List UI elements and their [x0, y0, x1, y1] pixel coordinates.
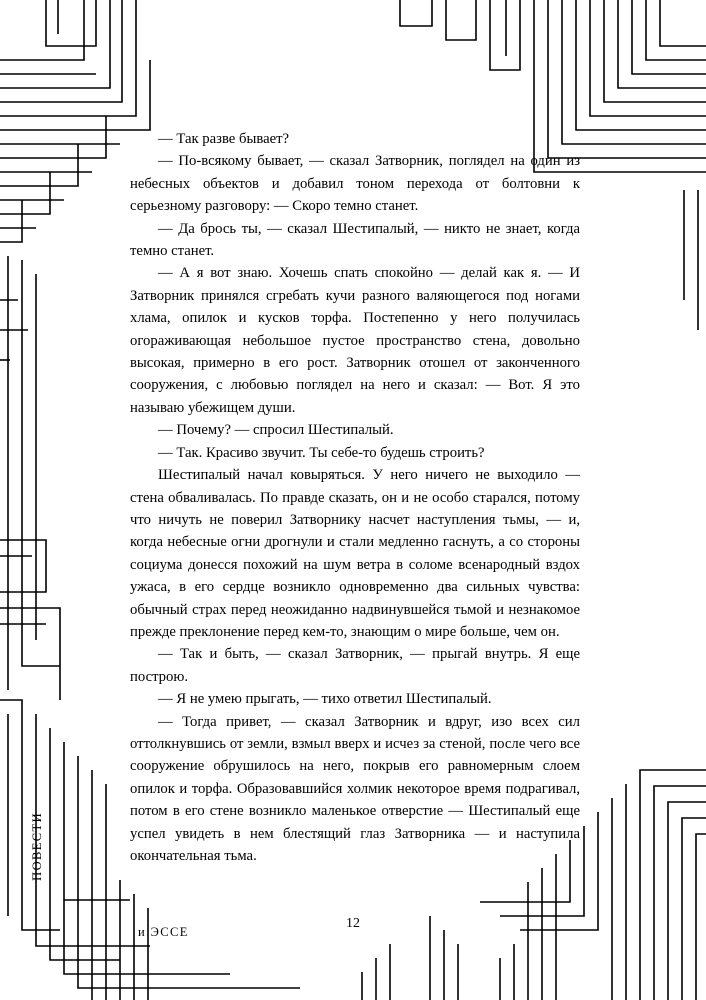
page-number: 12	[346, 916, 360, 931]
paragraph: Шестипалый начал ковыряться. У него ничего не выходило — стена обваливалась. По правде сказать, он и не особо старался, потому что ничуть не поверил Затворнику насчет наступления тьмы, — и, когда небесные огни дрогнули и стали медленно гаснуть, а со стороны социума донесся похожий на шум ветра в соломе всенародный вздох ужаса, в его сердце возникло одновременно два сильных чувства: обычный страх перед неожиданно надвинувшейся тьмой и незнакомое прежде преклонение перед кем-то, знающим о мире больше, чем он.	[130, 467, 580, 640]
paragraph: — Так и быть, — сказал Затворник, — прыгай внутрь. Я еще построю.	[130, 646, 580, 685]
running-head-bottom: и ЭССЕ	[138, 925, 189, 939]
paragraph: — Да брось ты, — сказал Шестипалый, — никто не знает, когда темно станет.	[130, 220, 580, 260]
paragraph: — Почему? — спросил Шестипалый.	[158, 422, 394, 439]
paragraph: — Я не умею прыгать, — тихо ответил Шестипалый.	[158, 691, 492, 708]
paragraph: — По-всякому бывает, — сказал Затворник, поглядел на один из небесных объектов и добавил тоном перехода от болтовни к серьезному разговору: — Скоро темно станет.	[130, 153, 580, 215]
paragraph: — Так разве бывает?	[158, 131, 290, 147]
page-text-block	[130, 128, 580, 867]
paragraph: — Так. Красиво звучит. Ты себе-то будешь строить?	[158, 444, 485, 461]
running-head-vertical: ПОВЕСТИ	[30, 812, 44, 881]
paragraph: — А я вот знаю. Хочешь спать спокойно — делай как я. — И Затворник принялся сгребать кучи разного валяющегося под ногами хлама, опилок и кусков торфа. Постепенно у него получилась огораживающая небольшое пустое пространство стена, довольно высокая, примерно в его рост. Затворник отошел от законченного сооружения, с любовью поглядел на него и сказал: — Вот. Я это называю убежищем души.	[130, 265, 580, 416]
paragraph: — Тогда привет, — сказал Затворник и вдруг, изо всех сил оттолкнувшись от земли, взмыл вверх и исчез за стеной, после чего все сооружение обрушилось на него, покрыв его равномерным слоем опилок и торфа. Образовавшийся холмик некоторое время подрагивал, потом в его стене возникло маленькое отверстие — Шестипалый еще успел увидеть в нем блестящий глаз Затворника — и наступила окончательная тьма.	[130, 713, 580, 864]
